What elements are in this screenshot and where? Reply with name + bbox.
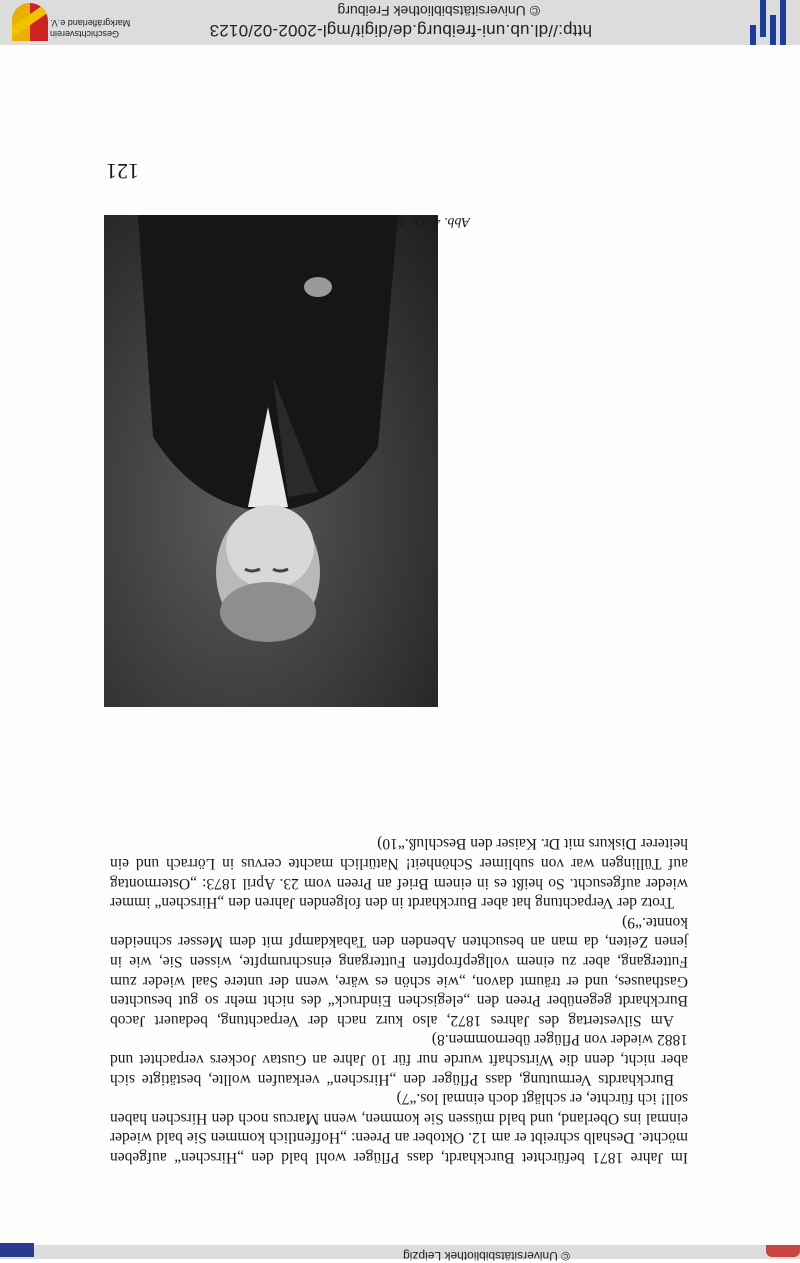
viewer-top-bar [0,1245,800,1263]
publisher-line: Geschichtsverein [50,29,120,39]
paragraph: Am Silvestertag des Jahres 1872, also kurz nach der Verpachtung, bedauert Jacob Burckhardt gegenüber Preen den „elegischen Eindruck“ des nicht mehr so gut besuchten Gasthauses, und er träumt davon, „wie schön es wäre, wenn der untere Saal wieder zum Futtergang, aber zu einem vollgepfropften Futtergang einschrumpfte, wissen Sie, wie in jenen Zeiten, da man an besuchten Abenden den Tabakdampf mit dem Messer schneiden konnte.“9) [110,913,688,1029]
library-logo-icon [748,0,790,45]
coat-of-arms-icon [12,3,48,41]
portrait-figure-icon [104,215,438,707]
publisher-line: Markgräflerland e.V. [50,18,131,28]
paragraph: Burckhardts Vermutung, dass Pflüger den „Hirschen“ verkaufen wollte, bestätigte sich aber nicht, denn die Wirtschaft wurde nur für 10 Jahre an Gustav Jockers verpachtet und 1882 wieder von Pflüger übernommen.8) [110,1031,688,1088]
paragraph: Trotz der Verpachtung hat aber Burckhardt in den folgenden Jahren den „Hirschen“ immer wieder aufgesucht. So heißt es in einem Brief an Preen vom 23. April 1873: „Ostermontag auf Tüllingen war von sublimer Schönheit! Natürlich machte cervus in Lörrach und ein heiterer Diskurs mit Dr. Kaiser den Beschluß.“10) [110,835,688,912]
document-url[interactable]: http://dl.ub.uni-freiburg.de/digit/mgl-2002-02/0123 [209,21,592,40]
page-number: 121 [106,159,139,184]
library-logo-fragment-icon [766,1245,800,1257]
viewer-bottom-bar [0,0,800,45]
figure-caption: Abb. 4: Dr. Eduard Kaiser um 1880 [269,214,470,229]
source-line: © Universitätsbibliothek Leipzig [403,1249,570,1263]
body-text [110,834,688,1167]
portrait-photo [104,215,438,707]
paragraph: Im Jahre 1871 befürchtet Burckhardt, dass Pflüger wohl bald den „Hirschen“ aufgeben möchte. Deshalb schreibt er am 12. Oktober an Preen: „Hoffentlich kommen Sie bald wieder einmal ins Oberland, und bald müssen Sie kommen, wenn Marcus noch den Hirschen haben soll! ich fürchte, er schlägt doch einmal los.“7) [110,1090,688,1166]
copyright-line: © Universitätsbibliothek Freiburg [337,3,540,19]
crest-fragment-icon [0,1243,34,1257]
publisher-label [50,17,140,39]
